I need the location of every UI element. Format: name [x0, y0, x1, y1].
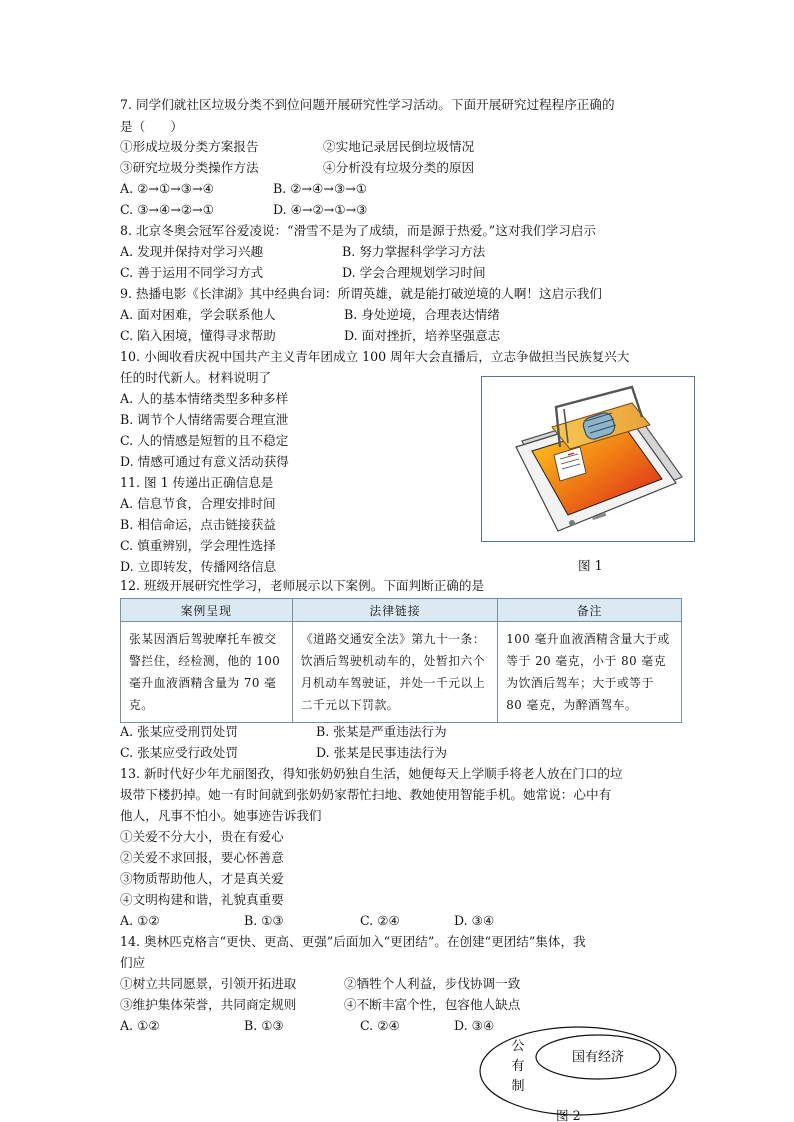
q13-item-1: ①关爱不分大小，贵在有爱心 [120, 829, 284, 844]
q11-stem: 11. 图 1 传递出正确信息是 [120, 475, 274, 490]
q10-option-a: A. 人的基本情绪类型多种多样 [120, 391, 289, 406]
q14-stem-line1: 14. 奥林匹克格言“更快、更高、更强”后面加入“更团结”。在创建“更团结”集体，我 [120, 934, 586, 949]
q7-option-a: A. ②→①→③→④ [120, 181, 214, 196]
outer-char-1: 公 [511, 1039, 525, 1054]
q9-option-a: A. 面对困难，学会联系他人 [120, 307, 276, 322]
q13-option-b: B. ①③ [244, 913, 284, 928]
q12-option-d: D. 张某是民事违法行为 [316, 745, 447, 760]
q11-option-a: A. 信息节食，合理安排时间 [120, 496, 276, 511]
q7-option-c: C. ③→④→②→① [120, 202, 215, 217]
outer-char-2: 有 [511, 1059, 525, 1074]
figure-1-phone-trap-illustration [481, 376, 695, 542]
q7-option-b: B. ②→④→③→① [273, 181, 368, 196]
q10-option-b: B. 调节个人情绪需要合理宣泄 [120, 412, 289, 427]
q11-option-b: B. 相信命运，点击链接获益 [120, 517, 276, 532]
q14-item-1: ①树立共同愿景，引领开拓进取 [120, 976, 297, 991]
table-row [121, 622, 682, 723]
phone-trap-icon [482, 377, 694, 541]
q13-stem-line1: 13. 新时代好少年尤丽图孜，得知张奶奶独自生活，她便每天上学顺手将老人放在门口的垃 [120, 766, 623, 781]
outer-char-3: 制 [511, 1079, 525, 1094]
q7-item-4: ④分析没有垃圾分类的原因 [323, 160, 475, 175]
q10-stem-line2: 任的时代新人。材料说明了 [120, 370, 272, 385]
figure-2-ownership-diagram [478, 1025, 678, 1117]
q14-item-4: ④不断丰富个性，包容他人缺点 [344, 997, 521, 1012]
q14-option-c: C. ②④ [360, 1018, 400, 1033]
q7-stem-line2: 是（ ） [120, 119, 183, 134]
q11-option-c: C. 慎重辨别，学会理性选择 [120, 538, 276, 553]
q10-option-d: D. 情感可通过有意义活动获得 [120, 454, 289, 469]
table-cell-case: 张某因酒后驾驶摩托车被交警拦住，经检测，他的 100 毫升血液酒精含量为 70 毫克。 [121, 622, 293, 723]
q14-option-a: A. ①② [120, 1018, 160, 1033]
q7-stem-line1: 7. 同学们就社区垃圾分类不到位问题开展研究性学习活动。下面开展研究过程程序正确的 [120, 97, 615, 112]
table-header-case: 案例呈现 [121, 599, 293, 622]
q8-stem: 8. 北京冬奥会冠军谷爱凌说：“滑雪不是为了成绩，而是源于热爱。”这对我们学习启示 [120, 223, 596, 238]
q10-option-c: C. 人的情感是短暂的且不稳定 [120, 433, 289, 448]
table-header-row [121, 599, 682, 622]
q14-option-d: D. ③④ [454, 1018, 495, 1033]
q12-option-c: C. 张某应受行政处罚 [120, 745, 238, 760]
q9-option-b: B. 身处逆境，合理表达情绪 [344, 307, 500, 322]
q13-item-3: ③物质帮助他人，才是真关爱 [120, 871, 284, 886]
q13-stem-line3: 他人，凡事不怕小。她事迹告诉我们 [120, 808, 322, 823]
q10-stem-line1: 10. 小闽收看庆祝中国共产主义青年团成立 100 周年大会直播后，立志争做担当民族复兴大 [120, 349, 630, 364]
q13-item-2: ②关爱不求回报，要心怀善意 [120, 850, 284, 865]
q14-option-b: B. ①③ [244, 1018, 284, 1033]
figure-1-caption: 图 1 [578, 558, 603, 573]
table-header-notes: 备注 [498, 599, 682, 622]
table-header-law: 法律链接 [292, 599, 498, 622]
q8-option-b: B. 努力掌握科学学习方法 [342, 244, 486, 259]
q14-item-3: ③维护集体荣誉，共同商定规则 [120, 997, 297, 1012]
table-cell-notes: 100 毫升血液酒精含量大于或等于 20 毫克，小于 80 毫克为饮酒后驾车；大于或等于 80 毫克，为醉酒驾车。 [498, 622, 682, 723]
q9-stem: 9. 热播电影《长津湖》其中经典台词：所谓英雄，就是能打破逆境的人啊！这启示我们 [120, 286, 602, 301]
q12-stem: 12. 班级开展研究性学习，老师展示以下案例。下面判断正确的是 [120, 578, 485, 593]
q9-option-d: D. 面对挫折，培养坚强意志 [344, 328, 501, 343]
q13-option-c: C. ②④ [360, 913, 400, 928]
q12-option-b: B. 张某是严重违法行为 [316, 724, 447, 739]
q14-stem-line2: 们应 [120, 955, 146, 970]
q8-option-c: C. 善于运用不同学习方式 [120, 265, 264, 280]
inner-label: 国有经济 [571, 1050, 625, 1065]
q13-option-d: D. ③④ [454, 913, 495, 928]
q13-item-4: ④文明构建和谐，礼貌真重要 [120, 892, 284, 907]
q13-option-a: A. ①② [120, 913, 160, 928]
q7-option-d: D. ④→②→①→③ [273, 202, 368, 217]
q9-option-c: C. 陷入困境，懂得寻求帮助 [120, 328, 276, 343]
q8-option-a: A. 发现并保持对学习兴趣 [120, 244, 264, 259]
q12-case-table [120, 598, 682, 723]
q7-item-2: ②实地记录居民倒垃圾情况 [323, 139, 475, 154]
q7-item-1: ①形成垃圾分类方案报告 [120, 139, 259, 154]
figure-2-caption: 图 2 [556, 1108, 581, 1122]
q14-item-2: ②牺牲个人利益，步伐协调一致 [344, 976, 521, 991]
q7-item-3: ③研究垃圾分类操作方法 [120, 160, 259, 175]
q11-option-d: D. 立即转发，传播网络信息 [120, 559, 277, 574]
table-cell-law: 《道路交通安全法》第九十一条：饮酒后驾驶机动车的，处暂扣六个月机动车驾驶证，并处一千元以上二千元以下罚款。 [292, 622, 498, 723]
q13-stem-line2: 圾带下楼扔掉。她一有时间就到张奶奶家帮忙扫地、教她使用智能手机。她常说：心中有 [120, 787, 612, 802]
q8-option-d: D. 学会合理规划学习时间 [342, 265, 486, 280]
q12-option-a: A. 张某应受刑罚处罚 [120, 724, 238, 739]
